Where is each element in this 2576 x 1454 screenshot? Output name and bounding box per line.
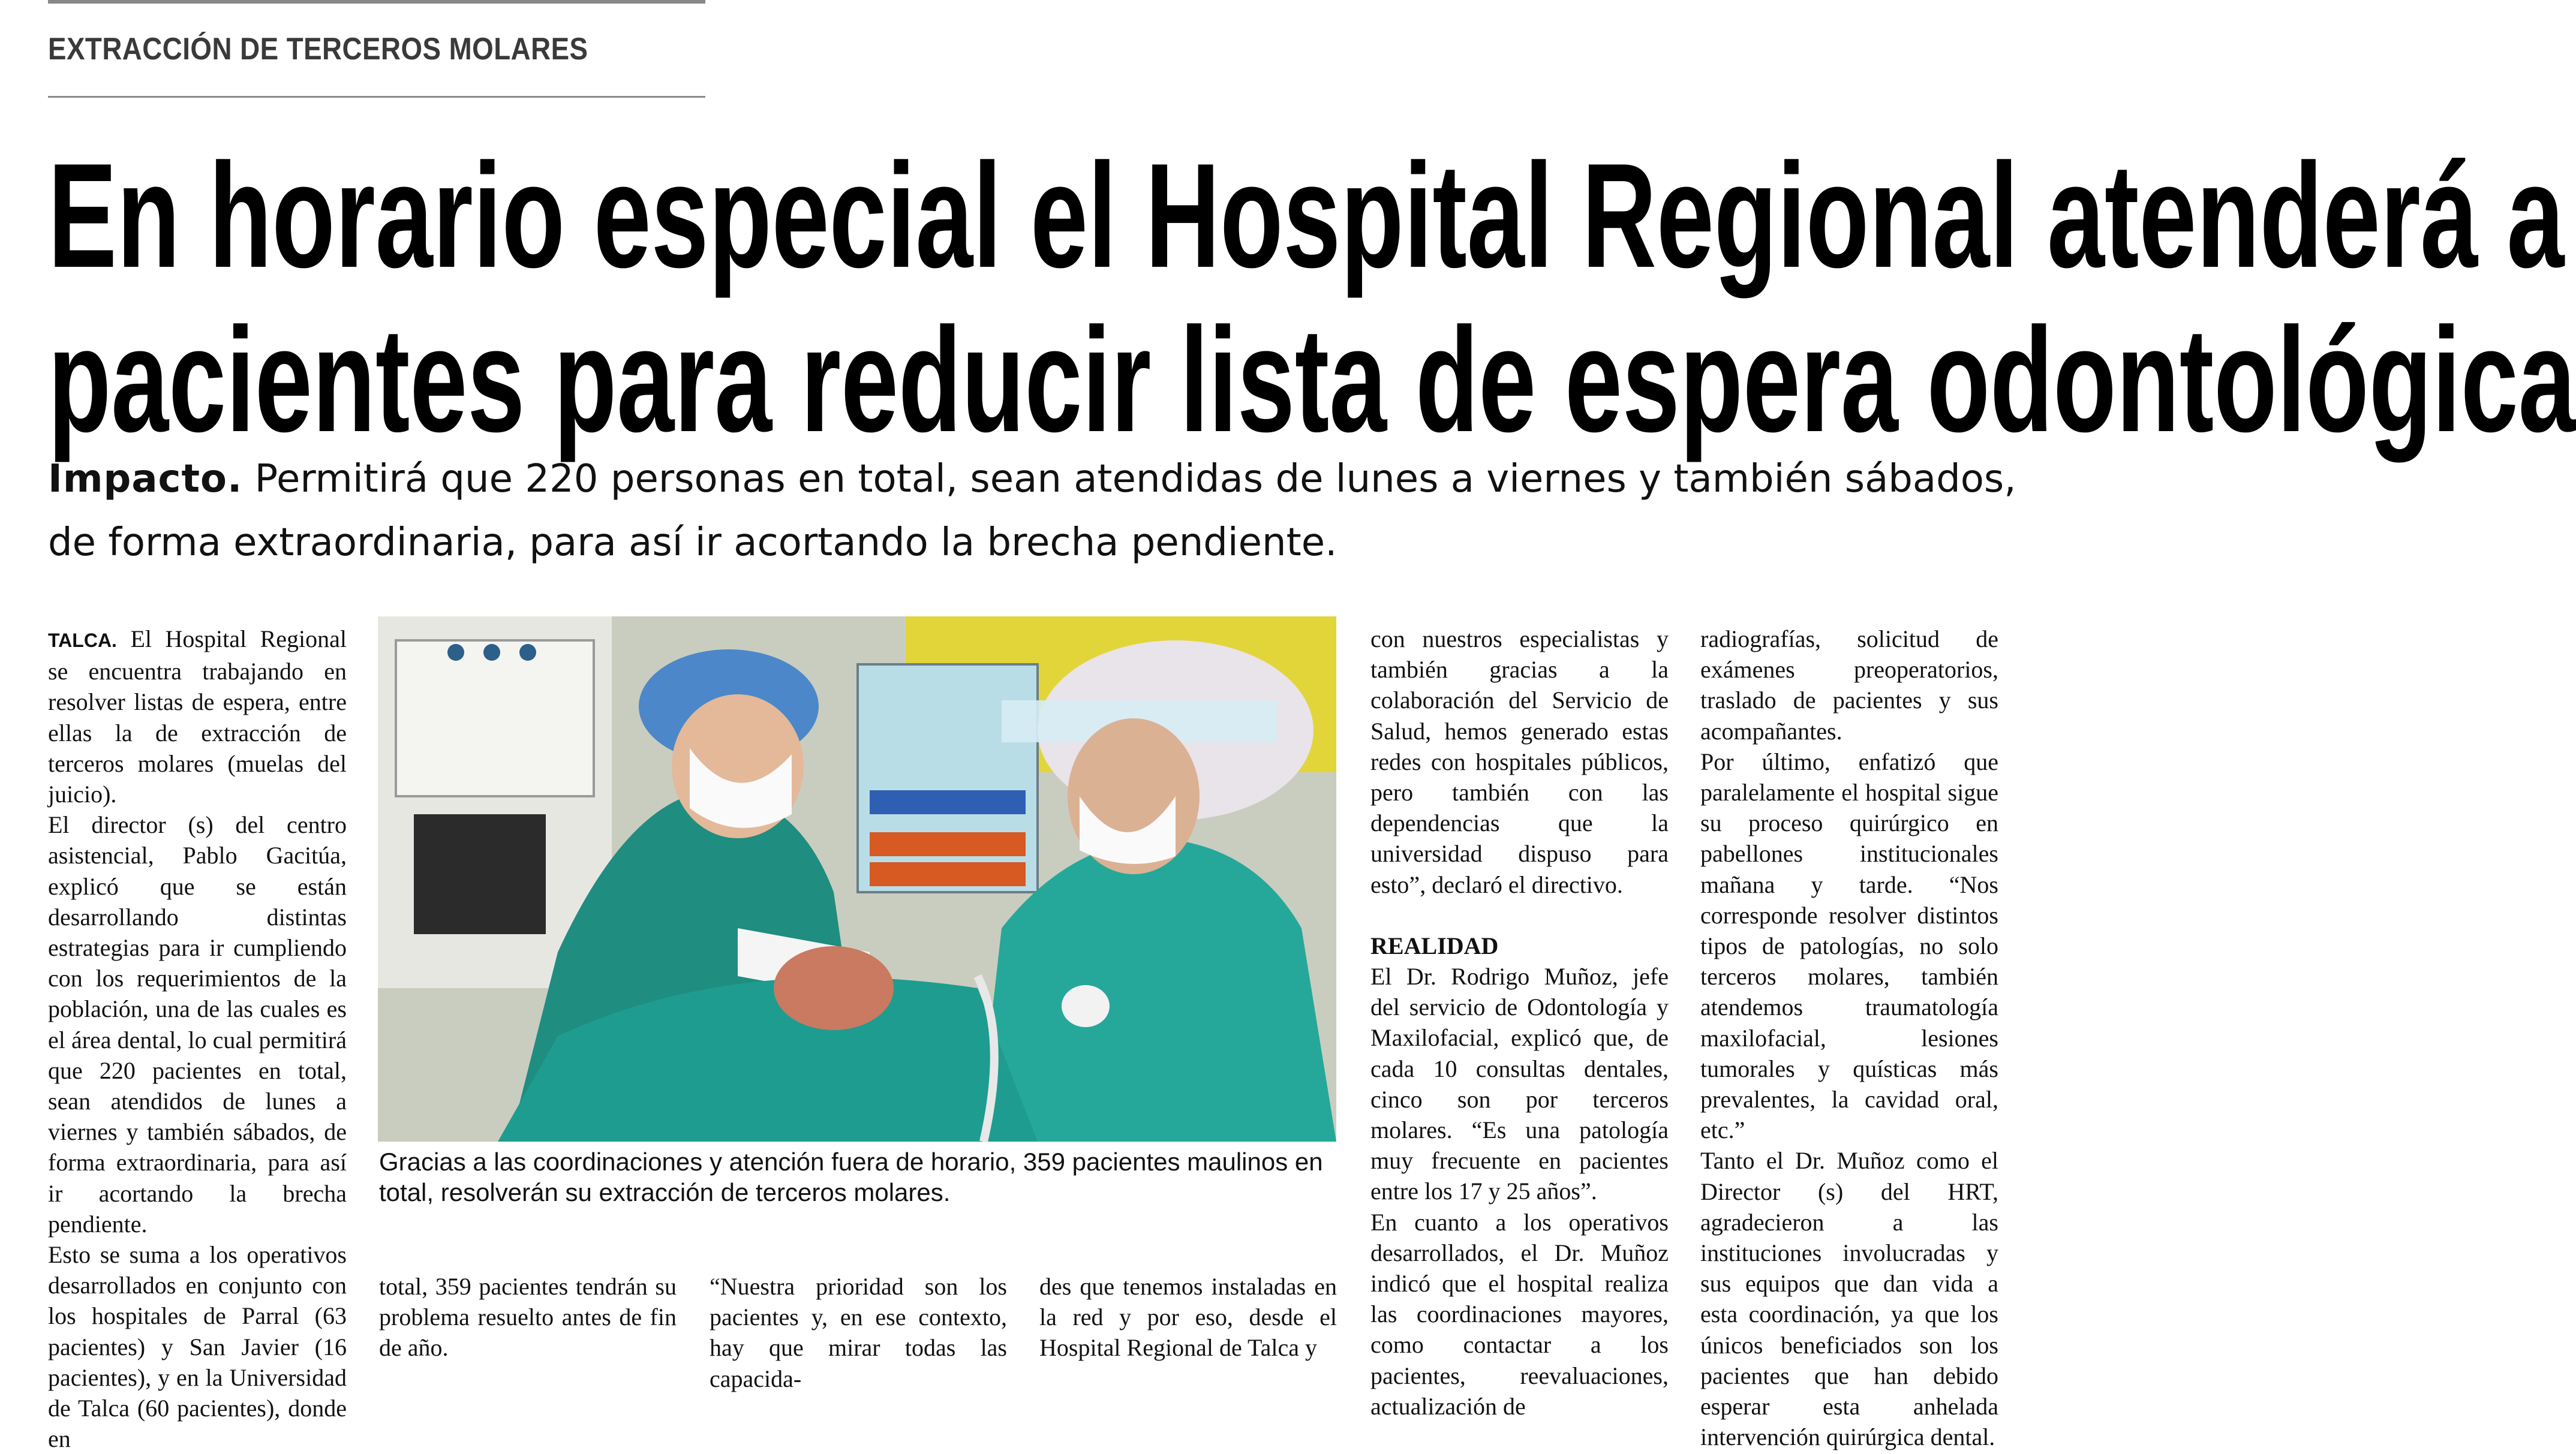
dek-label: Impacto. [48, 457, 243, 501]
col1-paragraph-3: Esto se suma a los operativos desarrollados en conjunto con los hospitales de Parral (63 pacientes) y San Javier (16 pacientes), y en la Universidad de Talca (60 pacientes), donde en [48, 1241, 347, 1453]
col5-paragraph-2: El Dr. Rodrigo Muñoz, jefe del servicio de Odontología y Maxilofacial, explicó que, de cada 10 consultas dentales, cinco son por terceros molares. “Es una patología muy frecuente en pacientes entre los 17 y 25 años”. [1370, 963, 1669, 1205]
top-rule [48, 0, 705, 4]
col4-paragraph: des que tenemos instaladas en la red y por eso, desde el Hospital Regional de Talca y [1039, 1273, 1337, 1362]
article-column-4 [1039, 1271, 1337, 1363]
section-kicker: EXTRACCIÓN DE TERCEROS MOLARES [48, 32, 588, 67]
article-column-1 [48, 624, 347, 1454]
col2-paragraph: total, 359 pacientes tendrán su problema resuelto antes de fin de año. [379, 1273, 677, 1362]
article-column-6 [1700, 624, 1998, 1452]
headline-line-1: En horario especial el Hospital Regional atenderá a [48, 132, 2565, 299]
col3-paragraph: “Nuestra prioridad son los pacientes y, en ese contexto, hay que mirar todas las capacida- [710, 1273, 1007, 1392]
dateline: TALCA. [48, 630, 117, 651]
dek-text: Permitirá que 220 personas en total, sean atendidas de lunes a viernes y también sábados, de forma extraordinaria, para así ir acortando la brecha pendiente. [48, 457, 2016, 565]
col1-paragraph-2: El director (s) del centro asistencial, Pablo Gacitúa, explicó que se están desarrollando distintas estrategias para ir cumpliendo con los requerimientos de la población, una de las cuales es el área dental, lo cual permitirá que 220 pacientes en total, sean atendidos de lunes a viernes y también sábados, de forma extraordinaria, para así ir acortando la brecha pendiente. [48, 811, 347, 1238]
article-column-5 [1370, 624, 1669, 1422]
col6-paragraph-2: Por último, enfatizó que paralelamente el hospital sigue su proceso quirúrgico en pabellones institucionales mañana y tarde. “Nos corresponde resolver distintos tipos de patologías, no solo terceros molares, también atendemos traumatología maxilofacial, lesiones tumorales y quísticas más prevalentes, la cavidad oral, etc.” [1700, 748, 1998, 1144]
surgery-photo-illustration [378, 616, 1336, 1142]
article-column-3 [710, 1271, 1007, 1394]
col5-paragraph-3: En cuanto a los operativos desarrollados, el Dr. Muñoz indicó que el hospital realiza las coordinaciones mayores, como contactar a los pacientes, reevaluaciones, actualización de [1370, 1208, 1669, 1420]
kicker-rule [48, 96, 705, 98]
headline-line-2: pacientes para reducir lista de espera odontológica [48, 296, 2576, 463]
dek [48, 447, 2018, 574]
surgery-photo [378, 616, 1336, 1142]
col5-paragraph-1: con nuestros especialistas y también gracias a la colaboración del Servicio de Salud, hemos generado estas redes con hospitales públicos, pero también con las dependencias que la universidad dispuso para esto”, declaró el directivo. [1370, 625, 1669, 898]
subhead-realidad: REALIDAD [1370, 932, 1499, 959]
photo-caption: Gracias a las coordinaciones y atención fuera de horario, 359 pacientes maulinos en total, resolverán su extracción de terceros molares. [379, 1148, 1323, 1206]
article-column-2 [379, 1271, 677, 1363]
col6-paragraph-3: Tanto el Dr. Muñoz como el Director (s) del HRT, agradecieron a las instituciones involucradas y sus equipos que dan vida a esta coordinación, ya que los únicos beneficiados son los pacientes que han debido esperar esta anhelada intervención quirúrgica dental. [1700, 1147, 1998, 1451]
col6-paragraph-1: radiografías, solicitud de exámenes preoperatorios, traslado de pacientes y sus acompañantes. [1700, 625, 1998, 745]
col1-paragraph-1: El Hospital Regional se encuentra trabajando en resolver listas de espera, entre ellas la de extracción de terceros molares (muelas del juicio). [48, 625, 347, 808]
headline [48, 132, 2576, 463]
